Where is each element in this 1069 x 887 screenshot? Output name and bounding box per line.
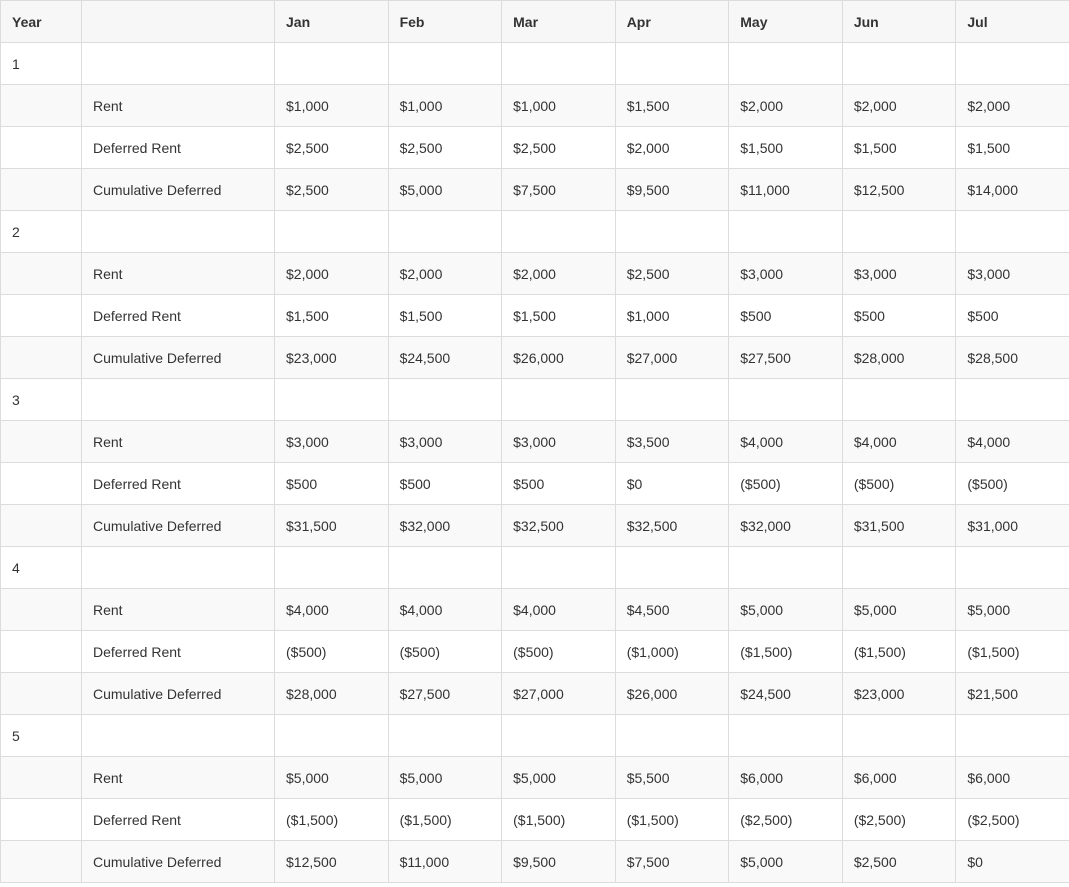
column-header-month: Jun — [842, 1, 956, 43]
value-cell: $32,000 — [388, 505, 502, 547]
row-label: Deferred Rent — [82, 631, 275, 673]
value-cell: ($1,500) — [388, 799, 502, 841]
value-cell: $11,000 — [388, 841, 502, 883]
value-cell: ($1,500) — [615, 799, 729, 841]
value-cell: $31,500 — [842, 505, 956, 547]
value-cell: $2,500 — [275, 127, 389, 169]
empty-cell — [275, 379, 389, 421]
value-cell: $4,000 — [388, 589, 502, 631]
empty-cell — [1, 253, 82, 295]
empty-cell — [275, 547, 389, 589]
empty-cell — [388, 379, 502, 421]
value-cell: $27,500 — [729, 337, 843, 379]
empty-cell — [729, 211, 843, 253]
value-cell: ($500) — [956, 463, 1069, 505]
empty-cell — [615, 211, 729, 253]
empty-cell — [1, 295, 82, 337]
table-body — [1, 43, 1069, 883]
table-row — [1, 127, 1069, 169]
empty-cell — [1, 85, 82, 127]
year-row — [1, 211, 1069, 253]
empty-cell — [956, 43, 1069, 85]
empty-cell — [842, 211, 956, 253]
row-label: Rent — [82, 253, 275, 295]
row-label: Deferred Rent — [82, 295, 275, 337]
column-header-month: Jan — [275, 1, 389, 43]
value-cell: $4,500 — [615, 589, 729, 631]
table-row — [1, 841, 1069, 883]
empty-cell — [842, 715, 956, 757]
value-cell: $500 — [388, 463, 502, 505]
year-row — [1, 547, 1069, 589]
empty-cell — [275, 211, 389, 253]
value-cell: $23,000 — [842, 673, 956, 715]
empty-cell — [388, 211, 502, 253]
value-cell: $2,500 — [502, 127, 616, 169]
table-row — [1, 589, 1069, 631]
value-cell: $32,500 — [502, 505, 616, 547]
empty-cell — [1, 505, 82, 547]
empty-cell — [1, 589, 82, 631]
value-cell: $500 — [275, 463, 389, 505]
empty-cell — [502, 43, 616, 85]
row-label: Rent — [82, 589, 275, 631]
value-cell: $2,000 — [275, 253, 389, 295]
column-header-month: May — [729, 1, 843, 43]
value-cell: $3,500 — [615, 421, 729, 463]
value-cell: $2,000 — [729, 85, 843, 127]
value-cell: $1,500 — [615, 85, 729, 127]
value-cell: $5,000 — [502, 757, 616, 799]
value-cell: ($500) — [502, 631, 616, 673]
value-cell: $2,500 — [615, 253, 729, 295]
value-cell: $1,500 — [388, 295, 502, 337]
empty-cell — [82, 379, 275, 421]
table-row — [1, 169, 1069, 211]
value-cell: $500 — [842, 295, 956, 337]
value-cell: $1,500 — [275, 295, 389, 337]
value-cell: $5,000 — [388, 169, 502, 211]
table-row — [1, 799, 1069, 841]
value-cell: ($500) — [275, 631, 389, 673]
row-label: Deferred Rent — [82, 127, 275, 169]
value-cell: ($500) — [842, 463, 956, 505]
empty-cell — [956, 715, 1069, 757]
table-row — [1, 421, 1069, 463]
value-cell: $5,000 — [388, 757, 502, 799]
value-cell: $26,000 — [615, 673, 729, 715]
value-cell: $2,500 — [842, 841, 956, 883]
value-cell: $3,000 — [275, 421, 389, 463]
value-cell: $4,000 — [956, 421, 1069, 463]
table-row — [1, 757, 1069, 799]
value-cell: $2,000 — [615, 127, 729, 169]
value-cell: $21,500 — [956, 673, 1069, 715]
empty-cell — [615, 43, 729, 85]
value-cell: ($2,500) — [956, 799, 1069, 841]
value-cell: $32,000 — [729, 505, 843, 547]
table-row — [1, 463, 1069, 505]
value-cell: $24,500 — [729, 673, 843, 715]
value-cell: $500 — [956, 295, 1069, 337]
value-cell: $31,500 — [275, 505, 389, 547]
empty-cell — [842, 547, 956, 589]
table-row — [1, 673, 1069, 715]
value-cell: $1,000 — [615, 295, 729, 337]
value-cell: $1,500 — [729, 127, 843, 169]
value-cell: $27,000 — [615, 337, 729, 379]
value-cell: $28,000 — [275, 673, 389, 715]
empty-cell — [82, 547, 275, 589]
value-cell: $4,000 — [502, 589, 616, 631]
table-row — [1, 253, 1069, 295]
value-cell: $2,000 — [502, 253, 616, 295]
year-cell: 4 — [1, 547, 82, 589]
value-cell: $5,000 — [275, 757, 389, 799]
value-cell: ($1,500) — [275, 799, 389, 841]
empty-cell — [275, 715, 389, 757]
value-cell: $12,500 — [275, 841, 389, 883]
empty-cell — [502, 715, 616, 757]
value-cell: $9,500 — [502, 841, 616, 883]
value-cell: $3,000 — [502, 421, 616, 463]
value-cell: $2,500 — [275, 169, 389, 211]
empty-cell — [729, 43, 843, 85]
row-label: Rent — [82, 421, 275, 463]
value-cell: $1,000 — [275, 85, 389, 127]
empty-cell — [1, 841, 82, 883]
year-row — [1, 715, 1069, 757]
column-header-month: Apr — [615, 1, 729, 43]
empty-cell — [842, 43, 956, 85]
value-cell: ($1,500) — [956, 631, 1069, 673]
year-row — [1, 379, 1069, 421]
empty-cell — [615, 379, 729, 421]
year-cell: 3 — [1, 379, 82, 421]
value-cell: $2,500 — [388, 127, 502, 169]
value-cell: $3,000 — [729, 253, 843, 295]
value-cell: $6,000 — [842, 757, 956, 799]
empty-cell — [388, 43, 502, 85]
table-row — [1, 505, 1069, 547]
value-cell: ($500) — [388, 631, 502, 673]
empty-cell — [1, 673, 82, 715]
empty-cell — [729, 379, 843, 421]
value-cell: $3,000 — [842, 253, 956, 295]
value-cell: $2,000 — [956, 85, 1069, 127]
value-cell: $5,500 — [615, 757, 729, 799]
row-label: Rent — [82, 757, 275, 799]
value-cell: $7,500 — [615, 841, 729, 883]
empty-cell — [729, 715, 843, 757]
empty-cell — [1, 421, 82, 463]
empty-cell — [615, 547, 729, 589]
row-label: Cumulative Deferred — [82, 337, 275, 379]
value-cell: $500 — [502, 463, 616, 505]
value-cell: $31,000 — [956, 505, 1069, 547]
row-label: Cumulative Deferred — [82, 673, 275, 715]
empty-cell — [1, 799, 82, 841]
table-row — [1, 85, 1069, 127]
empty-cell — [502, 379, 616, 421]
column-header-year: Year — [1, 1, 82, 43]
empty-cell — [1, 337, 82, 379]
value-cell: $4,000 — [842, 421, 956, 463]
empty-cell — [729, 547, 843, 589]
value-cell: $2,000 — [388, 253, 502, 295]
empty-cell — [1, 127, 82, 169]
year-cell: 1 — [1, 43, 82, 85]
value-cell: ($1,500) — [842, 631, 956, 673]
value-cell: $3,000 — [388, 421, 502, 463]
empty-cell — [1, 169, 82, 211]
value-cell: $500 — [729, 295, 843, 337]
value-cell: $5,000 — [956, 589, 1069, 631]
value-cell: $32,500 — [615, 505, 729, 547]
value-cell: $27,500 — [388, 673, 502, 715]
empty-cell — [842, 379, 956, 421]
value-cell: $4,000 — [275, 589, 389, 631]
empty-cell — [82, 715, 275, 757]
year-cell: 5 — [1, 715, 82, 757]
value-cell: $5,000 — [842, 589, 956, 631]
value-cell: $5,000 — [729, 841, 843, 883]
empty-cell — [956, 211, 1069, 253]
value-cell: $23,000 — [275, 337, 389, 379]
value-cell: ($2,500) — [729, 799, 843, 841]
year-cell: 2 — [1, 211, 82, 253]
value-cell: $24,500 — [388, 337, 502, 379]
value-cell: $4,000 — [729, 421, 843, 463]
table-header — [1, 1, 1069, 43]
value-cell: $28,000 — [842, 337, 956, 379]
empty-cell — [956, 379, 1069, 421]
empty-cell — [1, 631, 82, 673]
value-cell: $14,000 — [956, 169, 1069, 211]
empty-cell — [82, 43, 275, 85]
empty-cell — [956, 547, 1069, 589]
row-label: Rent — [82, 85, 275, 127]
value-cell: $28,500 — [956, 337, 1069, 379]
value-cell: ($1,500) — [729, 631, 843, 673]
table-row — [1, 631, 1069, 673]
year-row — [1, 43, 1069, 85]
row-label: Deferred Rent — [82, 799, 275, 841]
row-label: Cumulative Deferred — [82, 505, 275, 547]
value-cell: $12,500 — [842, 169, 956, 211]
value-cell: $1,500 — [842, 127, 956, 169]
value-cell: ($1,500) — [502, 799, 616, 841]
value-cell: $7,500 — [502, 169, 616, 211]
value-cell: ($2,500) — [842, 799, 956, 841]
value-cell: $2,000 — [842, 85, 956, 127]
column-header-month: Feb — [388, 1, 502, 43]
value-cell: ($500) — [729, 463, 843, 505]
value-cell: $0 — [956, 841, 1069, 883]
value-cell: $3,000 — [956, 253, 1069, 295]
value-cell: $5,000 — [729, 589, 843, 631]
value-cell: $9,500 — [615, 169, 729, 211]
empty-cell — [1, 463, 82, 505]
value-cell: $27,000 — [502, 673, 616, 715]
table-row — [1, 295, 1069, 337]
empty-cell — [388, 715, 502, 757]
value-cell: $0 — [615, 463, 729, 505]
column-header-label — [82, 1, 275, 43]
empty-cell — [388, 547, 502, 589]
empty-cell — [82, 211, 275, 253]
empty-cell — [615, 715, 729, 757]
empty-cell — [1, 757, 82, 799]
value-cell: $6,000 — [956, 757, 1069, 799]
value-cell: $1,000 — [502, 85, 616, 127]
column-header-month: Mar — [502, 1, 616, 43]
empty-cell — [275, 43, 389, 85]
value-cell: $26,000 — [502, 337, 616, 379]
value-cell: $11,000 — [729, 169, 843, 211]
row-label: Cumulative Deferred — [82, 169, 275, 211]
row-label: Deferred Rent — [82, 463, 275, 505]
value-cell: $1,500 — [502, 295, 616, 337]
value-cell: $1,500 — [956, 127, 1069, 169]
value-cell: ($1,000) — [615, 631, 729, 673]
empty-cell — [502, 211, 616, 253]
table-row — [1, 337, 1069, 379]
value-cell: $6,000 — [729, 757, 843, 799]
column-header-month: Jul — [956, 1, 1069, 43]
empty-cell — [502, 547, 616, 589]
value-cell: $1,000 — [388, 85, 502, 127]
row-label: Cumulative Deferred — [82, 841, 275, 883]
header-row — [1, 1, 1069, 43]
